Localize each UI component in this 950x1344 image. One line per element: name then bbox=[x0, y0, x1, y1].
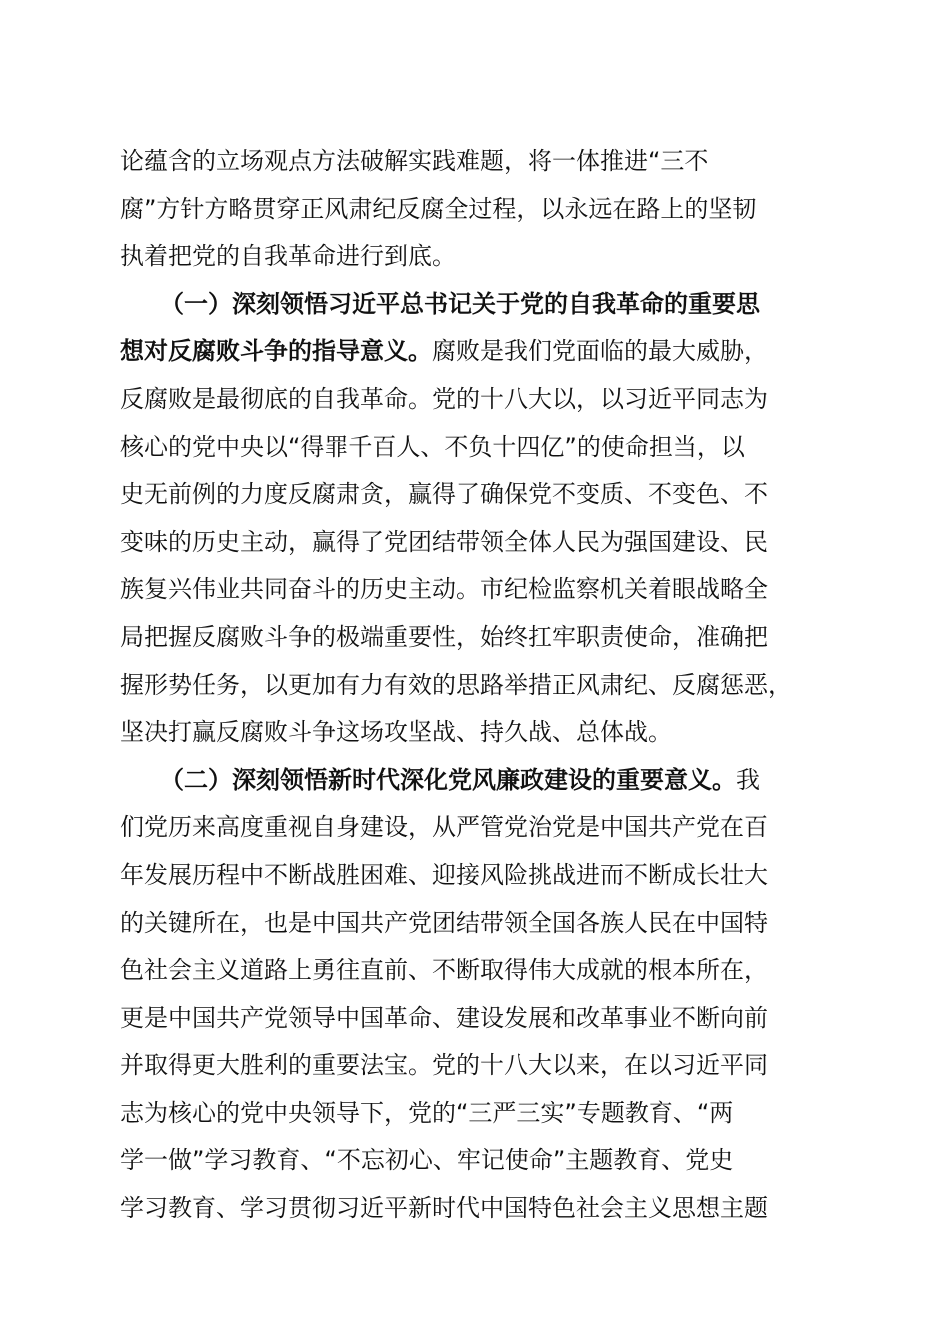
section-one-line: 坚决打赢反腐败斗争这场攻坚战、持久战、总体战。 bbox=[120, 718, 672, 747]
section-two-line: 学习教育、学习贯彻习近平新时代中国特色社会主义思想主题 bbox=[120, 1194, 768, 1223]
section-one-line: 握形势任务，以更加有力有效的思路举措正风肃纪、反腐惩恶， bbox=[120, 670, 792, 699]
section-two-heading: （二）深刻领悟新时代深化党风廉政建设的重要意义。 bbox=[160, 765, 736, 794]
section-one-line: 反腐败是最彻底的自我革命。党的十八大以，以习近平同志为 bbox=[120, 384, 768, 413]
section-two-text: 我 bbox=[736, 765, 760, 794]
section-two-line: 们党历来高度重视自身建设，从严管党治党是中国共产党在百 bbox=[120, 813, 768, 842]
intro-line: 腐”方针方略贯穿正风肃纪反腐全过程，以永远在路上的坚韧 bbox=[120, 194, 757, 223]
document-body bbox=[120, 138, 832, 1233]
section-two-line: 志为核心的党中央领导下，党的“三严三实”专题教育、“两 bbox=[120, 1098, 734, 1127]
section-one-line: 局把握反腐败斗争的极端重要性，始终扛牢职责使命，准确把 bbox=[120, 622, 768, 651]
section-one-line: 族复兴伟业共同奋斗的历史主动。市纪检监察机关着眼战略全 bbox=[120, 575, 768, 604]
section-one-line: 变味的历史主动，赢得了党团结带领全体人民为强国建设、民 bbox=[120, 527, 768, 556]
section-two-line: 年发展历程中不断战胜困难、迎接风险挑战进而不断成长壮大 bbox=[120, 860, 768, 889]
section-two-line bbox=[120, 757, 832, 805]
section-one-line: 核心的党中央以“得罪千百人、不负十四亿”的使命担当，以 bbox=[120, 432, 745, 461]
section-two-line: 并取得更大胜利的重要法宝。党的十八大以来，在以习近平同 bbox=[120, 1051, 768, 1080]
section-two-line: 的关键所在，也是中国共产党团结带领全国各族人民在中国特 bbox=[120, 908, 768, 937]
section-one-text: 腐败是我们党面临的最大威胁， bbox=[432, 337, 768, 366]
section-one-heading: （一）深刻领悟习近平总书记关于党的自我革命的重要思 bbox=[160, 289, 760, 318]
section-two-line: 色社会主义道路上勇往直前、不断取得伟大成就的根本所在， bbox=[120, 956, 768, 985]
intro-line: 论蕴含的立场观点方法破解实践难题，将一体推进“三不 bbox=[120, 147, 709, 175]
intro-line: 执着把党的自我革命进行到底。 bbox=[120, 242, 456, 271]
section-one-heading-end: 想对反腐败斗争的指导意义。 bbox=[120, 337, 432, 366]
section-one-line bbox=[120, 328, 832, 376]
section-two-line: 学一做”学习教育、“不忘初心、牢记使命”主题教育、党史 bbox=[120, 1146, 734, 1175]
section-one-line: 史无前例的力度反腐肃贪，赢得了确保党不变质、不变色、不 bbox=[120, 480, 768, 509]
section-two-line: 更是中国共产党领导中国革命、建设发展和改革事业不断向前 bbox=[120, 1003, 768, 1032]
